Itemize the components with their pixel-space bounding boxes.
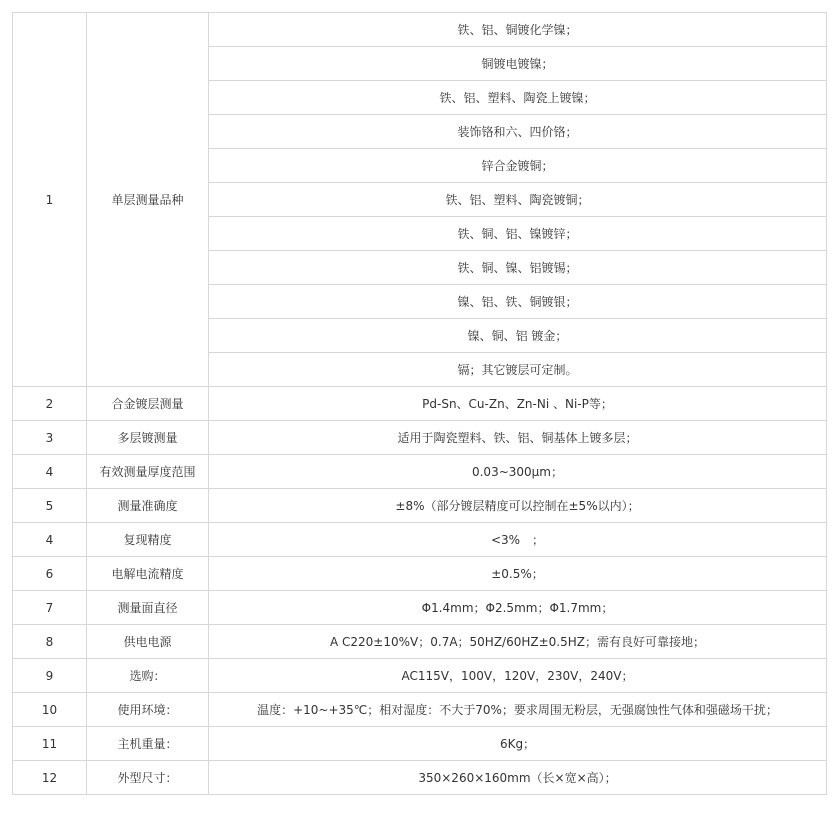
row-detail-cell: 装饰铬和六、四价铬； xyxy=(209,115,827,149)
row-number-cell: 9 xyxy=(13,659,87,693)
spec-table xyxy=(12,12,827,795)
row-detail-cell: 镍、铝、铁、铜镀银； xyxy=(209,285,827,319)
row-name-cell: 测量准确度 xyxy=(87,489,209,523)
row-value-cell: 6Kg； xyxy=(209,727,827,761)
row-value-cell: ±8%（部分镀层精度可以控制在±5%以内）； xyxy=(209,489,827,523)
row-value-cell: 350×260×160mm（长×宽×高）； xyxy=(209,761,827,795)
row-number-cell: 4 xyxy=(13,455,87,489)
row-detail-cell: 铁、铜、镍、铝镀锡； xyxy=(209,251,827,285)
row-number-cell: 1 xyxy=(13,13,87,387)
table-row xyxy=(13,761,827,795)
table-row xyxy=(13,523,827,557)
row-number-cell: 2 xyxy=(13,387,87,421)
table-row xyxy=(13,557,827,591)
row-name-cell: 合金镀层测量 xyxy=(87,387,209,421)
table-row xyxy=(13,659,827,693)
table-row xyxy=(13,387,827,421)
row-name-cell: 外型尺寸： xyxy=(87,761,209,795)
row-number-cell: 11 xyxy=(13,727,87,761)
row-value-cell: 温度：+10~+35℃；相对湿度：不大于70%；要求周围无粉层，无强腐蚀性气体和强磁场干扰； xyxy=(209,693,827,727)
row-number-cell: 6 xyxy=(13,557,87,591)
table-row xyxy=(13,421,827,455)
row-name-cell: 单层测量品种 xyxy=(87,13,209,387)
row-name-cell: 测量面直径 xyxy=(87,591,209,625)
row-name-cell: 电解电流精度 xyxy=(87,557,209,591)
table-row xyxy=(13,489,827,523)
row-name-cell: 有效测量厚度范围 xyxy=(87,455,209,489)
row-name-cell: 选购： xyxy=(87,659,209,693)
row-number-cell: 8 xyxy=(13,625,87,659)
row-value-cell: ±0.5%； xyxy=(209,557,827,591)
row-name-cell: 复现精度 xyxy=(87,523,209,557)
row-number-cell: 3 xyxy=(13,421,87,455)
row-name-cell: 多层镀测量 xyxy=(87,421,209,455)
row-value-cell: Φ1.4mm；Φ2.5mm；Φ1.7mm； xyxy=(209,591,827,625)
row-number-cell: 10 xyxy=(13,693,87,727)
row-detail-cell: 镍、铜、铝 镀金； xyxy=(209,319,827,353)
row-value-cell: AC115V，100V，120V，230V，240V； xyxy=(209,659,827,693)
row-detail-cell: 铜镀电镀镍； xyxy=(209,47,827,81)
row-value-cell: A C220±10%V；0.7A；50HZ/60HZ±0.5HZ；需有良好可靠接地； xyxy=(209,625,827,659)
row-detail-cell: 铁、铜、铝、镍镀锌； xyxy=(209,217,827,251)
table-row xyxy=(13,591,827,625)
row-number-cell: 12 xyxy=(13,761,87,795)
row-number-cell: 5 xyxy=(13,489,87,523)
row-name-cell: 主机重量： xyxy=(87,727,209,761)
table-row xyxy=(13,455,827,489)
row-value-cell: 适用于陶瓷塑料、铁、铝、铜基体上镀多层； xyxy=(209,421,827,455)
row-detail-cell: 铁、铝、塑料、陶瓷上镀镍； xyxy=(209,81,827,115)
table-row xyxy=(13,13,827,47)
row-value-cell: 0.03~300μm； xyxy=(209,455,827,489)
row-number-cell: 4 xyxy=(13,523,87,557)
row-name-cell: 供电电源 xyxy=(87,625,209,659)
row-number-cell: 7 xyxy=(13,591,87,625)
table-row xyxy=(13,693,827,727)
row-detail-cell: 铁、铝、铜镀化学镍； xyxy=(209,13,827,47)
row-detail-cell: 锌合金镀铜； xyxy=(209,149,827,183)
row-value-cell: <3% ； xyxy=(209,523,827,557)
table-row xyxy=(13,727,827,761)
table-row xyxy=(13,625,827,659)
row-detail-cell: 镉；其它镀层可定制。 xyxy=(209,353,827,387)
spec-table-body xyxy=(13,13,827,795)
row-name-cell: 使用环境： xyxy=(87,693,209,727)
row-value-cell: Pd-Sn、Cu-Zn、Zn-Ni 、Ni-P等； xyxy=(209,387,827,421)
row-detail-cell: 铁、铝、塑料、陶瓷镀铜； xyxy=(209,183,827,217)
